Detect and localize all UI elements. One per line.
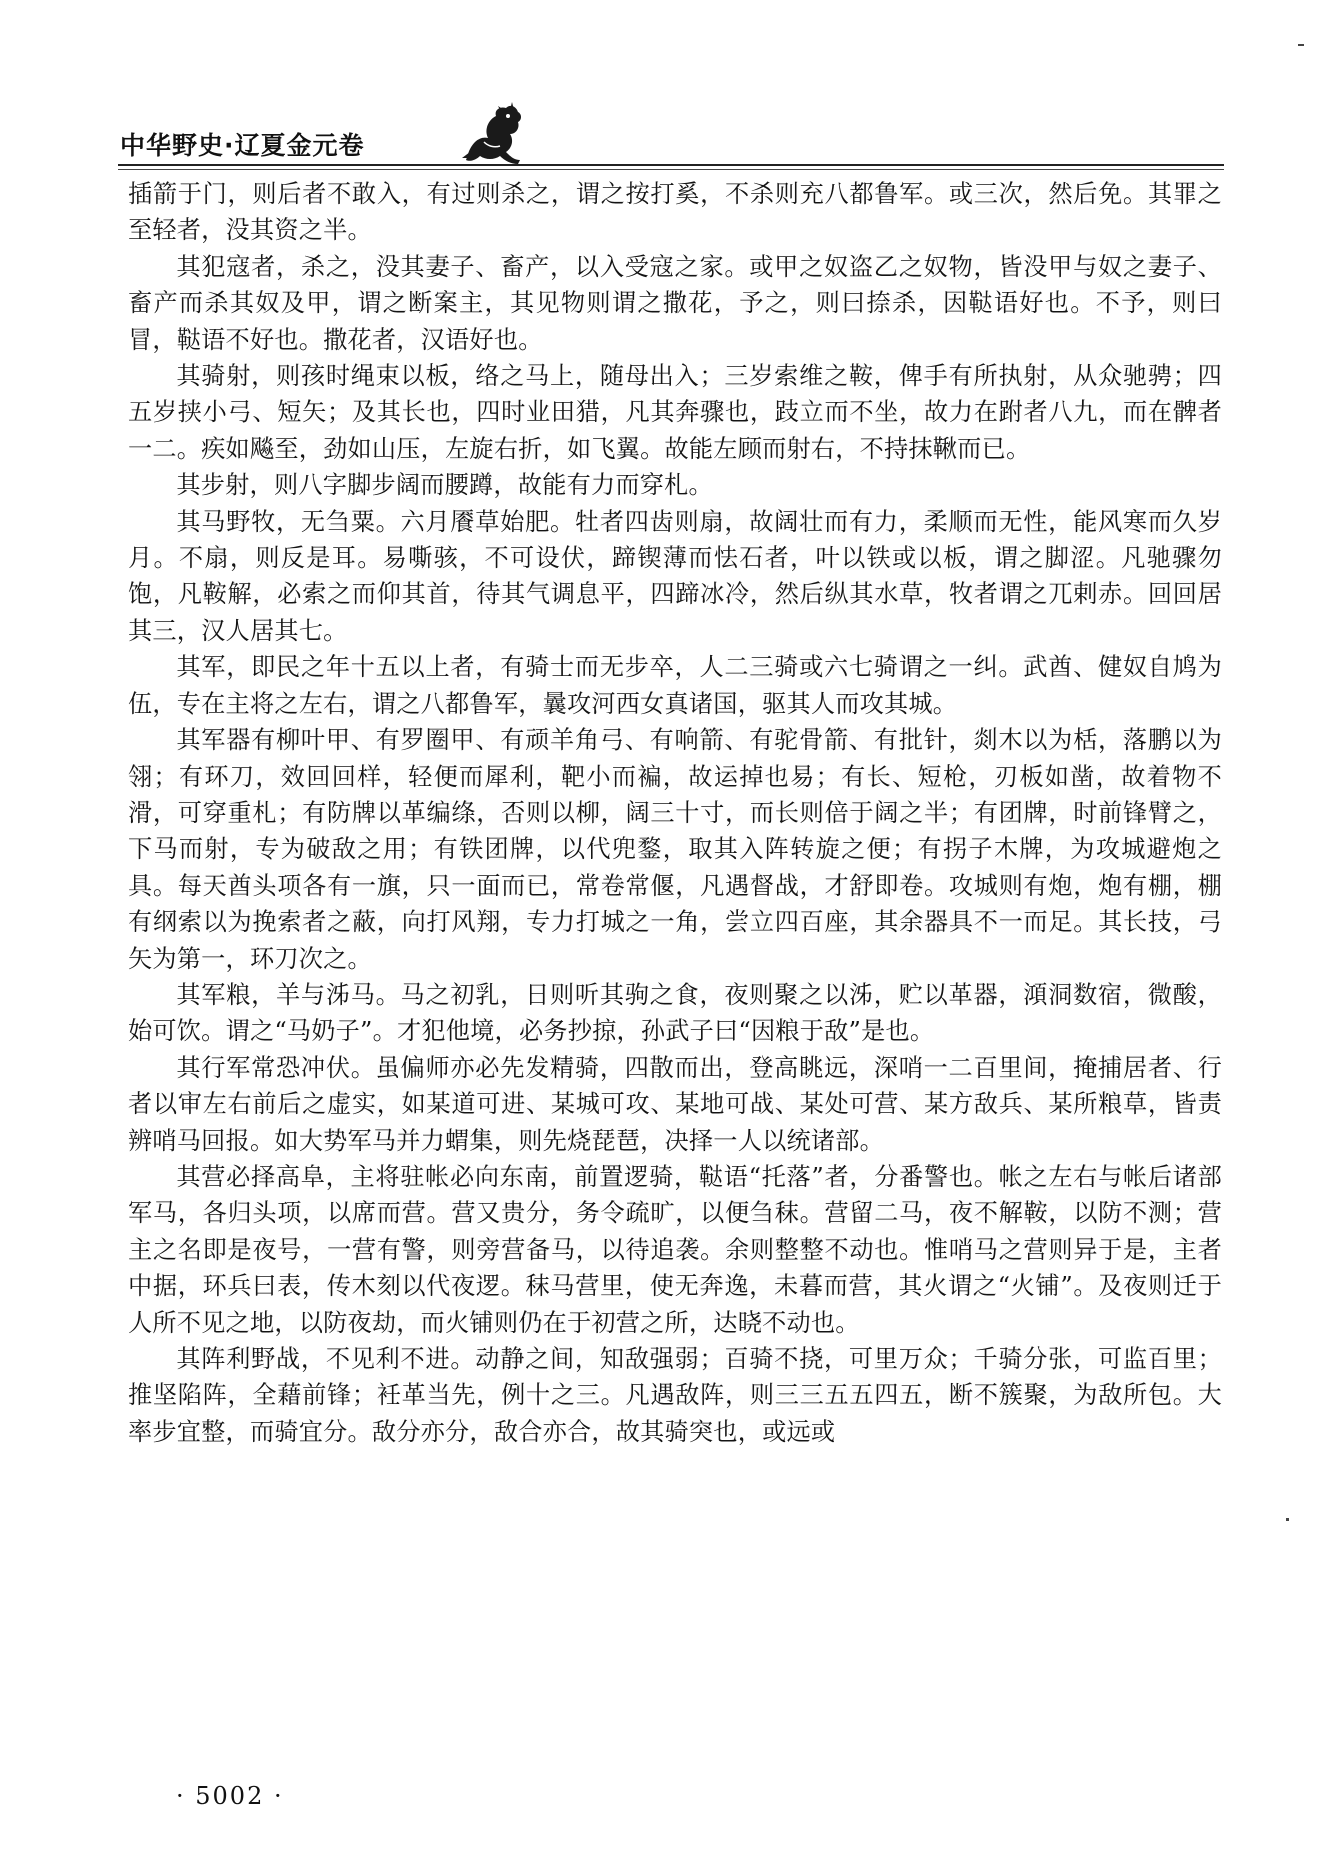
running-header	[118, 112, 1224, 174]
scan-mark	[1286, 1518, 1289, 1521]
paragraph: 其军粮，羊与泲马。马之初乳，日则听其驹之食，夜则聚之以泲，贮以革器，澒洞数宿，微酸，始可饮。谓之“马奶子”。才犯他境，必务抄掠，孙武子曰“因粮于敌”是也。	[128, 980, 1222, 1046]
paragraph: 其犯寇者，杀之，没其妻子、畜产，以入受寇之家。或甲之奴盗乙之奴物，皆没甲与奴之妻子、畜产而杀其奴及甲，谓之断案主，其见物则谓之撒花，予之，则曰捺杀，因鞑语好也。不予，则曰冒，鞑语不好也。撒花者，汉语好也。	[128, 252, 1222, 354]
paragraph: 其步射，则八字脚步阔而腰蹲，故能有力而穿札。	[176, 471, 713, 500]
paragraph: 插箭于门，则后者不敢入，有过则杀之，谓之按打奚，不杀则充八都鲁军。或三次，然后免。其罪之至轻者，没其资之半。	[128, 180, 1222, 245]
paragraph: 其马野牧，无刍粟。六月餍草始肥。牡者四齿则扇，故阔壮而有力，柔顺而无性，能风寒而久岁月。不扇，则反是耳。易嘶骇，不可设伏，蹄锲薄而怯石者，叶以铁或以板，谓之脚涩。凡驰骤勿饱，凡鞍解，必索之而仰其首，待其气调息平，四蹄冰冷，然后纵其水草，牧者谓之兀剌赤。回回居其三，汉人居其七。	[128, 507, 1222, 645]
scan-mark	[1298, 44, 1304, 46]
page-number: · 5002 ·	[176, 1782, 284, 1810]
paragraph: 其阵利野战，不见利不进。动静之间，知敌强弱；百骑不挠，可里万众；千骑分张，可监百里；推坚陷阵，全藉前锋；衽革当先，例十之三。凡遇敌阵，则三三五五四五，断不簇聚，为敌所包。大率步宜整，而骑宜分。敌分亦分，敌合亦合，故其骑突也，或远或	[128, 1345, 1222, 1446]
paragraph: 其营必择高阜，主将驻帐必向东南，前置逻骑，鞑语“托落”者，分番警也。帐之左右与帐后诸部军马，各归头项，以席而营。营又贵分，务令疏旷，以便刍秣。营留二马，夜不解鞍，以防不测；营主之名即是夜号，一营有警，则旁营备马，以待追袭。余则整整不动也。惟哨马之营则异于是，主者中据，环兵曰表，传木刻以代夜逻。秣马营里，使无奔逸，未暮而营，其火谓之“火铺”。及夜则迁于人所不见之地，以防夜劫，而火铺则仍在于初营之所，达晓不动也。	[128, 1162, 1222, 1337]
paragraph: 其军器有柳叶甲、有罗圈甲、有顽羊角弓、有响箭、有驼骨箭、有批针，剡木以为栝，落鹏以为翎；有环刀，效回回样，轻便而犀利，靶小而褊，故运掉也易；有长、短枪，刃板如凿，故着物不滑，可穿重札；有防牌以革编绦，否则以柳，阔三十寸，而长则倍于阔之半；有团牌，时前锋臂之，下马而射，专为破敌之用；有铁团牌，以代兜鍪，取其入阵转旋之便；有拐子木牌，为攻城避炮之具。每天酋头项各有一旗，只一面而已，常卷常偃，凡遇督战，才舒即卷。攻城则有炮，炮有棚，棚有纲索以为挽索者之蔽，向打风翔，专力打城之一角，尝立四百座，其余器具不一而足。其长技，弓矢为第一，环刀次之。	[128, 726, 1222, 973]
paragraph: 其骑射，则孩时绳束以板，络之马上，随母出入；三岁索维之鞍，俾手有所执射，从众驰骋；四五岁挟小弓、短矢；及其长也，四时业田猎，凡其奔骤也，跂立而不坐，故力在跗者八九，而在髀者一二。疾如飚至，劲如山压，左旋右折，如飞翼。故能左顾而射右，不持抹鞦而已。	[128, 362, 1222, 463]
running-header-title: 中华野史·辽夏金元卷	[120, 131, 365, 160]
paragraph: 其军，即民之年十五以上者，有骑士而无步卒，人二三骑或六七骑谓之一纠。武酋、健奴自鸠为伍，专在主将之左右，谓之八都鲁军，曩攻河西女真诸国，驱其人而攻其城。	[128, 653, 1222, 718]
header-rule-thin	[118, 169, 1224, 170]
body-text	[128, 176, 1222, 1450]
paragraph: 其行军常恐冲伏。虽偏师亦必先发精骑，四散而出，登高眺远，深哨一二百里间，掩捕居者、行者以审左右前后之虚实，如某道可进、某城可攻、某地可战、某处可营、某方敌兵、某所粮草，皆责辨哨马回报。如大势军马并力蝟集，则先烧琵琶，决择一人以统诸部。	[128, 1053, 1222, 1155]
dragon-icon	[458, 102, 528, 168]
header-rule	[118, 164, 1224, 166]
